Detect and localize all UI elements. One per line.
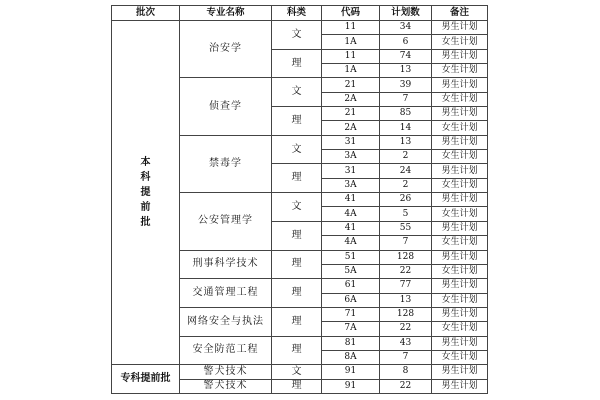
major-name-cell: 公安管理学 bbox=[180, 193, 272, 250]
note-cell: 男生计划 bbox=[432, 78, 488, 92]
major-name-cell: 警犬技术 bbox=[180, 365, 272, 379]
count-cell: 22 bbox=[380, 264, 432, 278]
note-cell: 女生计划 bbox=[432, 150, 488, 164]
count-cell: 13 bbox=[380, 135, 432, 149]
note-cell: 男生计划 bbox=[432, 164, 488, 178]
admission-plan-table bbox=[111, 5, 488, 394]
note-cell: 男生计划 bbox=[432, 135, 488, 149]
subject-cell: 理 bbox=[272, 107, 322, 136]
header-batch: 批次 bbox=[112, 6, 180, 21]
subject-cell: 文 bbox=[272, 21, 322, 50]
count-cell: 7 bbox=[380, 236, 432, 250]
major-name-cell: 侦查学 bbox=[180, 78, 272, 135]
count-cell: 22 bbox=[380, 379, 432, 393]
count-cell: 13 bbox=[380, 293, 432, 307]
note-cell: 女生计划 bbox=[432, 236, 488, 250]
code-cell: 3A bbox=[322, 150, 380, 164]
count-cell: 74 bbox=[380, 49, 432, 63]
code-cell: 5A bbox=[322, 264, 380, 278]
count-cell: 22 bbox=[380, 322, 432, 336]
count-cell: 128 bbox=[380, 307, 432, 321]
major-name-cell: 网络安全与执法 bbox=[180, 307, 272, 336]
code-cell: 1A bbox=[322, 64, 380, 78]
subject-cell: 文 bbox=[272, 135, 322, 164]
code-cell: 4A bbox=[322, 207, 380, 221]
count-cell: 2 bbox=[380, 150, 432, 164]
code-cell: 4A bbox=[322, 236, 380, 250]
count-cell: 13 bbox=[380, 64, 432, 78]
subject-cell: 理 bbox=[272, 336, 322, 365]
count-cell: 6 bbox=[380, 35, 432, 49]
code-cell: 21 bbox=[322, 78, 380, 92]
note-cell: 女生计划 bbox=[432, 121, 488, 135]
note-cell: 男生计划 bbox=[432, 336, 488, 350]
note-cell: 男生计划 bbox=[432, 250, 488, 264]
note-cell: 女生计划 bbox=[432, 92, 488, 106]
batch-label: 专科提前批 bbox=[120, 373, 171, 385]
count-cell: 5 bbox=[380, 207, 432, 221]
count-cell: 55 bbox=[380, 221, 432, 235]
code-cell: 41 bbox=[322, 193, 380, 207]
note-cell: 男生计划 bbox=[432, 307, 488, 321]
subject-cell: 理 bbox=[272, 379, 322, 393]
header-major: 专业名称 bbox=[180, 6, 272, 21]
subject-cell: 文 bbox=[272, 78, 322, 107]
code-cell: 41 bbox=[322, 221, 380, 235]
subject-cell: 理 bbox=[272, 250, 322, 279]
count-cell: 85 bbox=[380, 107, 432, 121]
subject-cell: 理 bbox=[272, 307, 322, 336]
code-cell: 11 bbox=[322, 49, 380, 63]
major-name-cell: 治安学 bbox=[180, 21, 272, 78]
count-cell: 2 bbox=[380, 178, 432, 192]
code-cell: 8A bbox=[322, 350, 380, 364]
batch-cell bbox=[112, 21, 180, 365]
count-cell: 77 bbox=[380, 279, 432, 293]
code-cell: 81 bbox=[322, 336, 380, 350]
note-cell: 男生计划 bbox=[432, 221, 488, 235]
count-cell: 39 bbox=[380, 78, 432, 92]
note-cell: 男生计划 bbox=[432, 21, 488, 35]
subject-cell: 理 bbox=[272, 279, 322, 308]
subject-cell: 理 bbox=[272, 221, 322, 250]
note-cell: 男生计划 bbox=[432, 379, 488, 393]
header-count: 计划数 bbox=[380, 6, 432, 21]
subject-cell: 文 bbox=[272, 193, 322, 222]
code-cell: 61 bbox=[322, 279, 380, 293]
note-cell: 女生计划 bbox=[432, 264, 488, 278]
major-name-cell: 警犬技术 bbox=[180, 379, 272, 393]
count-cell: 7 bbox=[380, 92, 432, 106]
code-cell: 1A bbox=[322, 35, 380, 49]
note-cell: 女生计划 bbox=[432, 35, 488, 49]
major-name-cell: 安全防范工程 bbox=[180, 336, 272, 365]
note-cell: 女生计划 bbox=[432, 322, 488, 336]
batch-cell bbox=[112, 365, 180, 394]
note-cell: 女生计划 bbox=[432, 293, 488, 307]
header-subject: 科类 bbox=[272, 6, 322, 21]
count-cell: 7 bbox=[380, 350, 432, 364]
table-row bbox=[112, 21, 488, 35]
count-cell: 24 bbox=[380, 164, 432, 178]
note-cell: 男生计划 bbox=[432, 49, 488, 63]
subject-cell: 理 bbox=[272, 164, 322, 193]
code-cell: 2A bbox=[322, 121, 380, 135]
code-cell: 31 bbox=[322, 164, 380, 178]
table-row bbox=[112, 365, 488, 379]
header-note: 备注 bbox=[432, 6, 488, 21]
note-cell: 男生计划 bbox=[432, 107, 488, 121]
note-cell: 女生计划 bbox=[432, 64, 488, 78]
code-cell: 6A bbox=[322, 293, 380, 307]
subject-cell: 理 bbox=[272, 49, 322, 78]
count-cell: 26 bbox=[380, 193, 432, 207]
major-name-cell: 禁毒学 bbox=[180, 135, 272, 192]
code-cell: 51 bbox=[322, 250, 380, 264]
note-cell: 女生计划 bbox=[432, 207, 488, 221]
note-cell: 女生计划 bbox=[432, 350, 488, 364]
subject-cell: 文 bbox=[272, 365, 322, 379]
code-cell: 31 bbox=[322, 135, 380, 149]
code-cell: 2A bbox=[322, 92, 380, 106]
table-body bbox=[112, 21, 488, 394]
code-cell: 91 bbox=[322, 379, 380, 393]
note-cell: 男生计划 bbox=[432, 193, 488, 207]
count-cell: 34 bbox=[380, 21, 432, 35]
code-cell: 71 bbox=[322, 307, 380, 321]
note-cell: 女生计划 bbox=[432, 178, 488, 192]
code-cell: 7A bbox=[322, 322, 380, 336]
note-cell: 男生计划 bbox=[432, 279, 488, 293]
code-cell: 3A bbox=[322, 178, 380, 192]
count-cell: 43 bbox=[380, 336, 432, 350]
note-cell: 男生计划 bbox=[432, 365, 488, 379]
code-cell: 91 bbox=[322, 365, 380, 379]
header-code: 代码 bbox=[322, 6, 380, 21]
header-row bbox=[112, 6, 488, 21]
major-name-cell: 交通管理工程 bbox=[180, 279, 272, 308]
major-name-cell: 刑事科学技术 bbox=[180, 250, 272, 279]
batch-label: 本科提前批 bbox=[140, 157, 151, 229]
code-cell: 11 bbox=[322, 21, 380, 35]
code-cell: 21 bbox=[322, 107, 380, 121]
count-cell: 14 bbox=[380, 121, 432, 135]
count-cell: 128 bbox=[380, 250, 432, 264]
count-cell: 8 bbox=[380, 365, 432, 379]
